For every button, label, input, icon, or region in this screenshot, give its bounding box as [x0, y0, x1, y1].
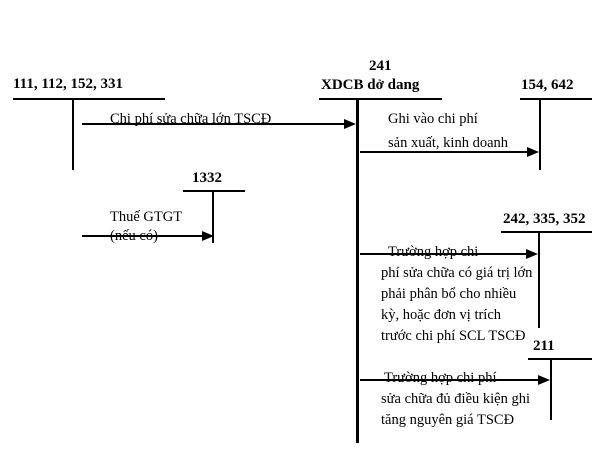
account-label-top-right: 154, 642: [521, 77, 574, 93]
account-label-bottom-right: 211: [533, 338, 555, 354]
account-label-center-number: 241: [369, 58, 392, 74]
flow-label-vat-line2: (nếu có): [110, 228, 158, 244]
flow-label-allocate-line5: trước chi phí SCL TSCĐ: [381, 328, 526, 344]
flow-label-allocate-line1: Trường hợp chi: [388, 244, 479, 260]
arrow-head-production: [527, 147, 539, 157]
account-label-mid-left: 1332: [192, 170, 222, 186]
account-label-mid-right: 242, 335, 352: [503, 211, 586, 227]
flow-label-increase-value-line2: sửa chữa đủ điều kiện ghi: [381, 391, 531, 407]
flow-label-production-line2: sản xuất, kinh doanh: [388, 135, 509, 151]
arrow-head-allocate: [526, 249, 538, 259]
flow-label-allocate-line4: kỳ, hoặc đơn vị trích: [381, 307, 502, 323]
flow-label-allocate-line3: phải phân bổ cho nhiều: [381, 286, 517, 302]
flow-label-allocate-line2: phí sửa chữa có giá trị lớn: [381, 265, 533, 281]
flow-label-production-line1: Ghi vào chi phí: [388, 111, 478, 127]
arrow-head-vat: [202, 231, 214, 241]
arrow-head-increase-value: [538, 375, 550, 385]
flow-label-increase-value-line1: Trường hợp chi phí: [384, 370, 497, 386]
flow-label-repair-cost: Chi phí sửa chữa lớn TSCĐ: [110, 111, 272, 127]
account-label-center-name: XDCB dở dang: [321, 77, 420, 93]
account-label-left: 111, 112, 152, 331: [13, 76, 124, 92]
flow-label-vat-line1: Thuế GTGT: [110, 209, 183, 225]
flow-label-increase-value-line3: tăng nguyên giá TSCĐ: [381, 412, 515, 428]
arrow-head-repair-cost: [344, 119, 356, 129]
